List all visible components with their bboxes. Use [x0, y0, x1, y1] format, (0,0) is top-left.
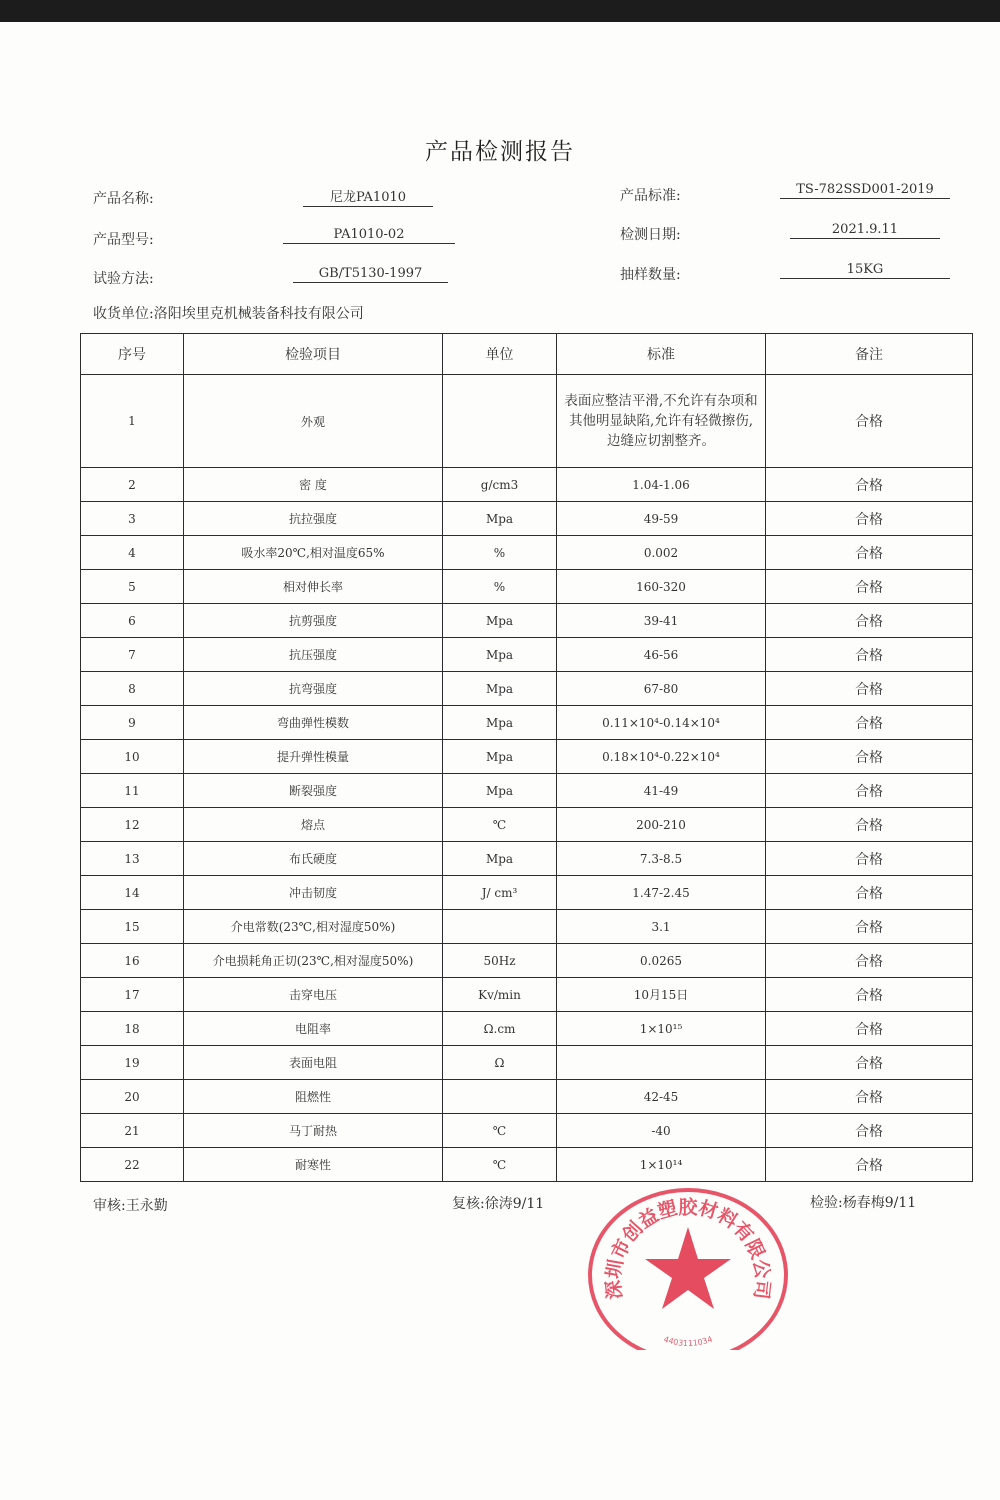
cell-no: 16: [81, 944, 184, 978]
cell-unit: J/ cm³: [443, 876, 557, 910]
table-row: [81, 1012, 973, 1046]
table-row: [81, 774, 973, 808]
table-row: [81, 375, 973, 468]
cell-no: 15: [81, 910, 184, 944]
cell-remark: 合格: [766, 375, 973, 468]
cell-remark: 合格: [766, 1148, 973, 1182]
sample-qty-value: 15KG: [780, 262, 950, 279]
cell-no: 2: [81, 468, 184, 502]
inspection-table: [80, 333, 973, 1182]
cell-unit: 50Hz: [443, 944, 557, 978]
product-standard-value: TS-782SSD001-2019: [780, 182, 950, 199]
cell-standard: 41-49: [557, 774, 766, 808]
cell-standard: 46-56: [557, 638, 766, 672]
cell-item: 布氏硬度: [184, 842, 443, 876]
inspector-signature: 检验:杨春梅9/11: [810, 1195, 917, 1211]
table-row: [81, 944, 973, 978]
cell-standard: 3.1: [557, 910, 766, 944]
cell-remark: 合格: [766, 536, 973, 570]
cell-remark: 合格: [766, 842, 973, 876]
cell-standard: 42-45: [557, 1080, 766, 1114]
header-standard: 标准: [557, 334, 766, 375]
cell-item: 表面电阻: [184, 1046, 443, 1080]
cell-item: 密 度: [184, 468, 443, 502]
table-row: [81, 706, 973, 740]
header-unit: 单位: [443, 334, 557, 375]
cell-standard: 200-210: [557, 808, 766, 842]
cell-standard: 1.47-2.45: [557, 876, 766, 910]
cell-item: 马丁耐热: [184, 1114, 443, 1148]
cell-no: 4: [81, 536, 184, 570]
cell-item: 介电常数(23℃,相对湿度50%): [184, 910, 443, 944]
cell-item: 击穿电压: [184, 978, 443, 1012]
cell-remark: 合格: [766, 774, 973, 808]
cell-item: 弯曲弹性模数: [184, 706, 443, 740]
cell-item: 阻燃性: [184, 1080, 443, 1114]
cell-no: 18: [81, 1012, 184, 1046]
table-row: [81, 502, 973, 536]
cell-unit: Mpa: [443, 502, 557, 536]
cell-no: 17: [81, 978, 184, 1012]
method-label: 试验方法:: [93, 271, 154, 287]
cell-unit: ℃: [443, 1114, 557, 1148]
cell-no: 21: [81, 1114, 184, 1148]
cell-unit: [443, 910, 557, 944]
cell-remark: 合格: [766, 706, 973, 740]
consignee: 收货单位:洛阳埃里克机械装备科技有限公司: [93, 306, 364, 322]
cell-no: 13: [81, 842, 184, 876]
cell-no: 12: [81, 808, 184, 842]
cell-no: 19: [81, 1046, 184, 1080]
cell-unit: Ω: [443, 1046, 557, 1080]
table-row: [81, 1046, 973, 1080]
cell-no: 20: [81, 1080, 184, 1114]
scan-top-border: [0, 0, 1000, 22]
cell-item: 外观: [184, 375, 443, 468]
cell-standard: 1×10¹⁴: [557, 1148, 766, 1182]
sample-qty-label: 抽样数量:: [620, 267, 681, 283]
cell-no: 9: [81, 706, 184, 740]
cell-remark: 合格: [766, 944, 973, 978]
table-row: [81, 604, 973, 638]
test-date-label: 检测日期:: [620, 227, 681, 243]
cell-remark: 合格: [766, 876, 973, 910]
cell-item: 电阻率: [184, 1012, 443, 1046]
cell-item: 介电损耗角正切(23℃,相对湿度50%): [184, 944, 443, 978]
seal-star-icon: [645, 1227, 731, 1309]
cell-item: 耐寒性: [184, 1148, 443, 1182]
cell-standard: 7.3-8.5: [557, 842, 766, 876]
header-no: 序号: [81, 334, 184, 375]
reviewer-signature: 审核:王永勤: [93, 1198, 168, 1214]
cell-remark: 合格: [766, 740, 973, 774]
cell-item: 熔点: [184, 808, 443, 842]
cell-no: 3: [81, 502, 184, 536]
table-row: [81, 978, 973, 1012]
cell-item: 抗剪强度: [184, 604, 443, 638]
method-value: GB/T5130-1997: [293, 266, 448, 283]
cell-no: 6: [81, 604, 184, 638]
cell-item: 相对伸长率: [184, 570, 443, 604]
cell-no: 7: [81, 638, 184, 672]
test-date-value: 2021.9.11: [790, 222, 940, 239]
rechecker-signature: 复核:徐涛9/11: [452, 1196, 545, 1212]
cell-unit: [443, 1080, 557, 1114]
table-row: [81, 1114, 973, 1148]
cell-item: 吸水率20℃,相对温度65%: [184, 536, 443, 570]
cell-remark: 合格: [766, 604, 973, 638]
table-row: [81, 468, 973, 502]
cell-no: 1: [81, 375, 184, 468]
company-seal: [583, 1175, 793, 1350]
cell-remark: 合格: [766, 1012, 973, 1046]
table-row: [81, 570, 973, 604]
cell-remark: 合格: [766, 1114, 973, 1148]
cell-standard: 0.002: [557, 536, 766, 570]
cell-unit: Mpa: [443, 638, 557, 672]
cell-standard: 39-41: [557, 604, 766, 638]
table-row: [81, 1080, 973, 1114]
cell-no: 5: [81, 570, 184, 604]
cell-standard: -40: [557, 1114, 766, 1148]
header-remark: 备注: [766, 334, 973, 375]
table-row: [81, 536, 973, 570]
cell-standard: 表面应整洁平滑,不允许有杂项和其他明显缺陷,允许有轻微擦伤,边缝应切割整齐。: [557, 375, 766, 468]
cell-unit: g/cm3: [443, 468, 557, 502]
cell-item: 冲击韧度: [184, 876, 443, 910]
table-row: [81, 672, 973, 706]
seal-text: 深圳市创益塑胶材料有限公司: [602, 1196, 774, 1301]
cell-standard: 1.04-1.06: [557, 468, 766, 502]
product-name-value: 尼龙PA1010: [303, 186, 433, 207]
cell-unit: Mpa: [443, 774, 557, 808]
cell-standard: 0.11×10⁴-0.14×10⁴: [557, 706, 766, 740]
product-name-label: 产品名称:: [93, 191, 154, 207]
model-label: 产品型号:: [93, 232, 154, 248]
cell-standard: 49-59: [557, 502, 766, 536]
cell-no: 22: [81, 1148, 184, 1182]
table-row: [81, 842, 973, 876]
cell-standard: 0.18×10⁴-0.22×10⁴: [557, 740, 766, 774]
cell-remark: 合格: [766, 638, 973, 672]
cell-unit: %: [443, 570, 557, 604]
cell-item: 抗拉强度: [184, 502, 443, 536]
cell-standard: 1×10¹⁵: [557, 1012, 766, 1046]
seal-code: 4403111034: [662, 1334, 714, 1348]
cell-remark: 合格: [766, 672, 973, 706]
cell-unit: Mpa: [443, 842, 557, 876]
cell-remark: 合格: [766, 468, 973, 502]
cell-no: 14: [81, 876, 184, 910]
cell-unit: Mpa: [443, 672, 557, 706]
cell-unit: ℃: [443, 808, 557, 842]
cell-standard: [557, 1046, 766, 1080]
table-row: [81, 1148, 973, 1182]
cell-item: 抗压强度: [184, 638, 443, 672]
cell-unit: Kv/min: [443, 978, 557, 1012]
model-value: PA1010-02: [283, 227, 455, 244]
cell-remark: 合格: [766, 978, 973, 1012]
table-row: [81, 876, 973, 910]
cell-remark: 合格: [766, 1080, 973, 1114]
cell-standard: 67-80: [557, 672, 766, 706]
cell-no: 11: [81, 774, 184, 808]
cell-remark: 合格: [766, 570, 973, 604]
cell-standard: 10月15日: [557, 978, 766, 1012]
cell-unit: Mpa: [443, 740, 557, 774]
cell-standard: 0.0265: [557, 944, 766, 978]
cell-remark: 合格: [766, 502, 973, 536]
cell-unit: Ω.cm: [443, 1012, 557, 1046]
table-row: [81, 910, 973, 944]
cell-item: 提升弹性模量: [184, 740, 443, 774]
product-standard-label: 产品标准:: [620, 188, 681, 204]
table-header-row: [81, 334, 973, 375]
table-row: [81, 740, 973, 774]
page-title: 产品检测报告: [425, 139, 575, 165]
cell-unit: Mpa: [443, 604, 557, 638]
cell-unit: [443, 375, 557, 468]
cell-no: 8: [81, 672, 184, 706]
cell-remark: 合格: [766, 1046, 973, 1080]
cell-unit: %: [443, 536, 557, 570]
cell-remark: 合格: [766, 910, 973, 944]
header-item: 检验项目: [184, 334, 443, 375]
cell-item: 抗弯强度: [184, 672, 443, 706]
cell-unit: Mpa: [443, 706, 557, 740]
table-row: [81, 638, 973, 672]
cell-no: 10: [81, 740, 184, 774]
cell-remark: 合格: [766, 808, 973, 842]
cell-item: 断裂强度: [184, 774, 443, 808]
cell-standard: 160-320: [557, 570, 766, 604]
table-row: [81, 808, 973, 842]
cell-unit: ℃: [443, 1148, 557, 1182]
